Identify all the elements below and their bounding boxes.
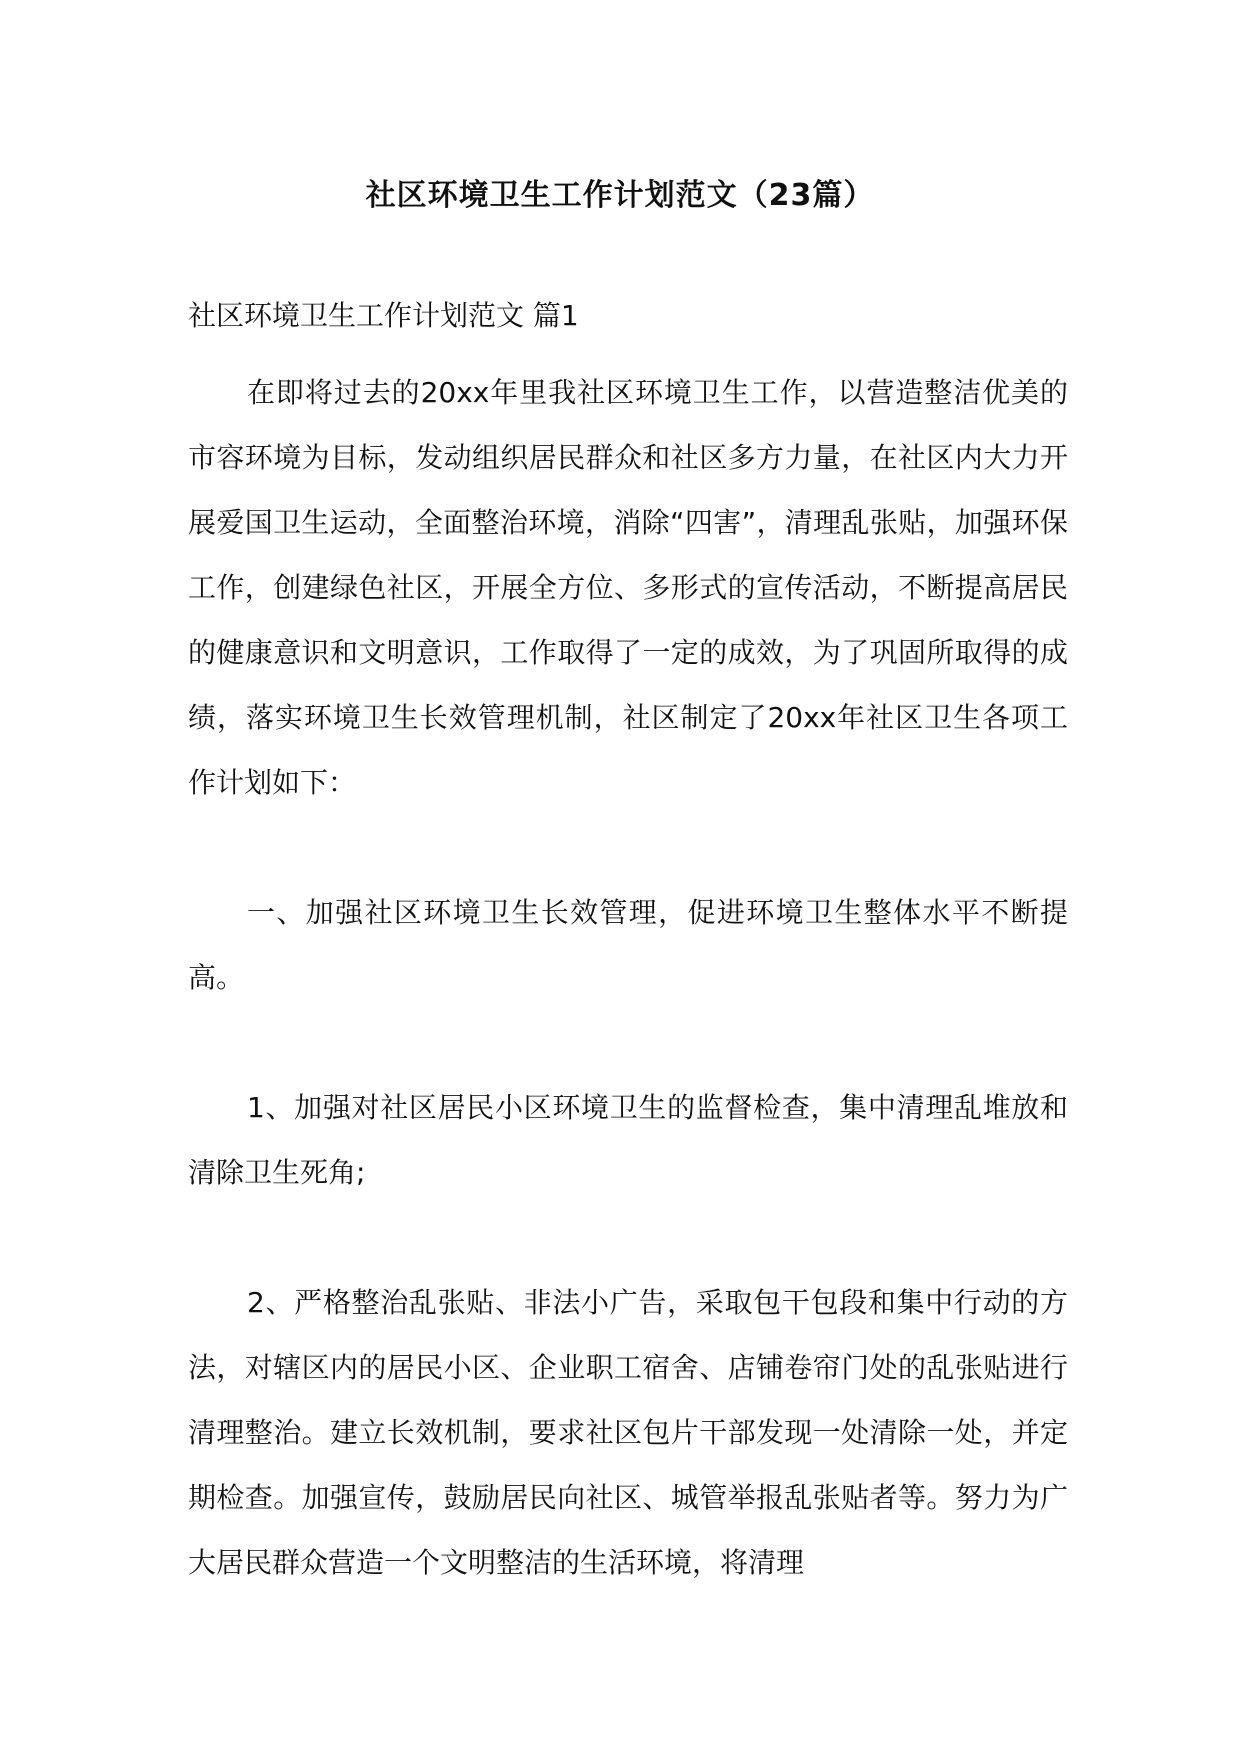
paragraph-item-two: 2、严格整治乱张贴、非法小广告，采取包干包段和集中行动的方法，对辖区内的居民小区、企业职工宿舍、店铺卷帘门处的乱张贴进行清理整治。建立长效机制，要求社区包片干部发现一处清除一处，并定期检查。加强宣传，鼓励居民向社区、城管举报乱张贴者等。努力为广大居民群众营造一个文明整洁的生活环境，将清理: [188, 1286, 1068, 1579]
paragraph-item-one: 1、加强对社区居民小区环境卫生的监督检查，集中清理乱堆放和清除卫生死角;: [188, 1091, 1068, 1189]
document-title: 社区环境卫生工作计划范文（23篇）: [365, 178, 875, 213]
paragraph-section-one: 一、加强社区环境卫生长效管理，促进环境卫生整体水平不断提高。: [188, 896, 1068, 994]
section-heading: 社区环境卫生工作计划范文 篇1: [188, 299, 579, 332]
paragraph-intro: 在即将过去的20xx年里我社区环境卫生工作，以营造整洁优美的市容环境为目标，发动组织居民群众和社区多方力量，在社区内大力开展爱国卫生运动，全面整治环境，消除“四害”，清理乱张贴，加强环保工作，创建绿色社区，开展全方位、多形式的宣传活动，不断提高居民的健康意识和文明意识，工作取得了一定的成效，为了巩固所取得的成绩，落实环境卫生长效管理机制，社区制定了20xx年社区卫生各项工作计划如下：: [188, 376, 1068, 799]
